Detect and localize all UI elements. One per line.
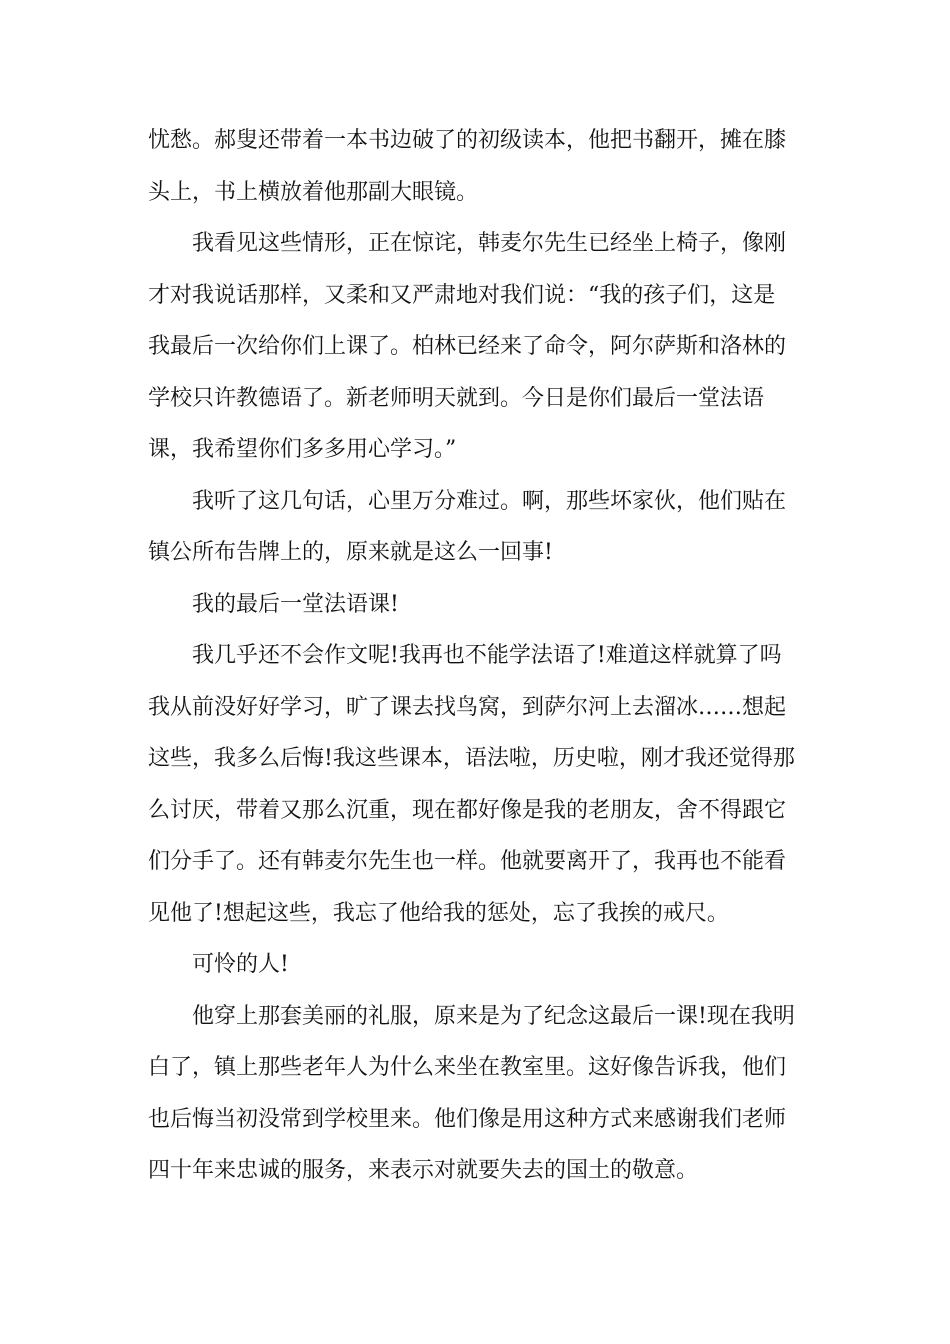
text-line: 我看见这些情形，正在惊诧，韩麦尔先生已经坐上椅子，像刚	[192, 231, 787, 256]
text-line: 也后悔当初没常到学校里来。他们像是用这种方式来感谢我们老师	[148, 1106, 787, 1132]
text-line: 白了，镇上那些老年人为什么来坐在教室里。这好像告诉我，他们	[148, 1055, 787, 1080]
text-line: 忧愁。郝叟还带着一本书边破了的初级读本，他把书翻开，摊在膝	[148, 128, 787, 153]
text-line: 我的最后一堂法语课!	[192, 591, 399, 617]
text-line: 我最后一次给你们上课了。柏林已经来了命令，阿尔萨斯和洛林的	[148, 334, 787, 359]
text-line: 我从前没好好学习，旷了课去找鸟窝，到萨尔河上去溜冰……想起	[148, 694, 787, 720]
text-line: 见他了!想起这些，我忘了他给我的惩处，忘了我挨的戒尺。	[148, 900, 729, 926]
text-line: 四十年来忠诚的服务，来表示对就要失去的国土的敬意。	[148, 1158, 699, 1183]
text-line: 可怜的人!	[192, 952, 289, 977]
text-line: 们分手了。还有韩麦尔先生也一样。他就要离开了，我再也不能看	[148, 849, 787, 874]
text-line: 学校只许教德语了。新老师明天就到。今日是你们最后一堂法语	[148, 385, 765, 411]
text-line: 课，我希望你们多多用心学习。”	[148, 437, 457, 462]
text-line: 镇公所布告牌上的，原来就是这么一回事!	[148, 540, 553, 565]
paragraph-1	[148, 115, 808, 218]
text-line: 我听了这几句话，心里万分难过。啊，那些坏家伙，他们贴在	[192, 488, 787, 514]
document-body	[148, 115, 808, 1197]
text-line: 才对我说话那样，又柔和又严肃地对我们说：“我的孩子们，这是	[148, 282, 776, 308]
paragraph-3	[148, 476, 808, 579]
paragraph-6	[148, 939, 808, 991]
paragraph-2	[148, 218, 808, 476]
text-line: 么讨厌，带着又那么沉重，现在都好像是我的老朋友，舍不得跟它	[148, 797, 787, 823]
paragraph-4	[148, 579, 808, 631]
text-line: 我几乎还不会作文呢!我再也不能学法语了!难道这样就算了吗	[192, 643, 782, 668]
paragraph-5	[148, 630, 808, 939]
text-line: 这些，我多么后悔!我这些课本，语法啦，历史啦，刚才我还觉得那	[148, 746, 795, 771]
paragraph-7	[148, 991, 808, 1197]
text-line: 他穿上那套美丽的礼服，原来是为了纪念这最后一课!现在我明	[192, 1003, 795, 1029]
text-line: 头上，书上横放着他那副大眼镜。	[148, 179, 479, 205]
